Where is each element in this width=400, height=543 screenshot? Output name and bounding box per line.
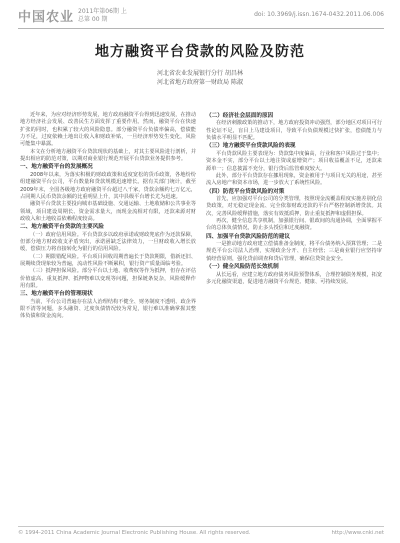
right-column	[206, 112, 382, 286]
section-heading: 一、地方融资平台的发展概况	[20, 164, 93, 171]
journal-masthead	[18, 6, 127, 25]
copyright-text: © 1994-2011 China Academic Journal Electronic Publishing House. All rights reserved.	[18, 530, 251, 536]
body-paragraph: 一是推动地方政府建立偿债准备金制度，将平台债务纳入预算管理；二是规范平台公司法人治理，实现政企分开、自主经营；三是商业银行应坚持审慎经营原则，强化贷前调查和贷后管理，确保信贷资金安全。	[206, 241, 383, 262]
header-rule	[18, 28, 384, 29]
left-column	[20, 112, 196, 321]
body-paragraph: 平台贷款风险主要表现为：贷款集中度偏高，行业和客户风险过于集中；资本金不实，部分平台以土地注资或虚增资产；项目收益覆盖不足，还款来源单一；信息披露不充分，银行贷后监管难度较大。	[206, 150, 383, 172]
journal-header	[0, 0, 400, 30]
body-paragraph: 2008年以来，为落实积极的财政政策和适度宽松的货币政策，各地纷纷组建融资平台公司，平台数量和贷款规模迅速增长。据有关部门统计，截至2009年末，全国各级地方政府融资平台超过八千家，贷款余额约七万亿元，占同期人民币贷款余额的比重明显上升，其中县级平台增长尤为迅速。	[20, 171, 196, 200]
section-heading: 四、加强平台贷款风险防范的建议	[206, 233, 290, 240]
body-paragraph: （一）政府信用风险。平台贷款多以政府承诺或财政兜底作为还款保障，但部分地方财政收支矛盾突出，承诺函缺乏法律效力，一旦财政收入增长放缓，偿债压力将直接转化为银行的信用风险。	[20, 231, 197, 253]
issue-line-2: 总第 00 期	[78, 15, 108, 23]
body-paragraph: 本文在分析地方融资平台贷款现状的基础上，对其主要风险进行剖析，并提出相应的防范对策，以期对商业银行规范开展平台贷款业务提供参考。	[20, 148, 197, 163]
body-paragraph: 当前，平台公司普遍存在法人治理结构不健全、财务制度不透明、政企界限不清等问题，多头融资、过度负债情况较为常见，银行难以准确掌握其整体负债和资金流向。	[20, 298, 197, 320]
cnki-link[interactable]: http://www.cnki.net	[331, 530, 384, 536]
page-footer	[18, 530, 384, 536]
author-block	[0, 69, 400, 87]
body-paragraph: 在经济刺激政策的推动下，地方政府投资冲动强烈，部分地区对项目可行性论证不足，盲目上马建设项目，导致平台负债规模过快扩张，偿债能力与负债水平明显不匹配。	[206, 120, 383, 142]
article-title: 地方融资平台贷款的风险及防范	[95, 44, 305, 60]
section-heading: （一）健全风险防范长效机制	[206, 264, 279, 271]
issue-line-1: 2011年第06期 上	[78, 7, 127, 15]
body-paragraph: 再次，健全信息共享机制，加强银行间、银政间的沟通协调，全面掌握平台的总体负债情况，防止多头授信和过度融资。	[206, 218, 383, 232]
section-heading: （三）地方融资平台贷款风险的表现	[206, 143, 296, 150]
body-paragraph: （三）抵押担保风险。部分平台以土地、收费权等作为抵押，但存在评估价值虚高、重复抵押、抵押物难以变现等问题，担保链条复杂，风险缓释作用有限。	[20, 268, 197, 290]
body-paragraph: （二）期限错配风险。平台项目回收周期普遍长于贷款期限，借新还旧、展期续贷现象较为普遍，流动性风险不断累积，银行资产质量面临考验。	[20, 253, 197, 267]
body-paragraph: 首先，应加强对平台公司的分类管理，按照现金流覆盖程度实施差别化信贷政策，对无稳定现金流、完全依靠财政还款的平台严格控制新增贷款。其次，完善风险缓释措施，落实有效抵质押，防止重复抵押和虚假担保。	[206, 195, 383, 217]
section-heading: （四）防范平台贷款风险的对策	[206, 188, 285, 195]
section-heading: （二）经济社会层面的原因	[206, 113, 274, 119]
journal-name: 中国农业	[18, 10, 75, 25]
section-heading: 三、地方融资平台的管理现状	[20, 291, 93, 298]
author-line: 河北省农业发展银行分行 胡昌林	[157, 70, 243, 77]
footer-rule	[18, 526, 384, 527]
body-paragraph: 从长远看，应建立地方政府债务风险预警体系，合理控制债务规模，拓宽多元化融资渠道，促进地方融资平台规范、健康、可持续发展。	[206, 271, 383, 285]
author-line: 河北省地方政府第一财政局 陈淑	[157, 79, 243, 86]
body-paragraph: 融资平台贷款主要投向城市基础设施、交通运输、土地收储和公共事业等领域，项目建设周期长、资金需求量大，而现金流相对有限，还款来源对财政收入和土地收益依赖程度较高。	[20, 201, 197, 222]
journal-issue	[78, 8, 127, 24]
body-paragraph: 此外，部分平台贷款存在挪用现象，资金被用于与项目无关的用途，甚至流入房地产和资本市场，进一步放大了系统性风险。	[206, 172, 383, 187]
body-paragraph: 近年来，为应对经济形势发展，地方政府融资平台得到迅速发展，在推动地方经济社会发展、改善民生方面发挥了重要作用。然而，融资平台在快速扩张的同时，也积累了较大的风险隐患。部分融资平台负债率偏高，偿债能力不足，过度依赖土地出让收入和财政补贴，一旦经济形势发生变化，风险可能集中暴露。	[20, 112, 197, 148]
section-heading: 二、地方融资平台贷款的主要风险	[20, 224, 104, 231]
doi-text: doi: 10.3969/j.issn.1674-0432.2011.06.006	[254, 11, 384, 18]
